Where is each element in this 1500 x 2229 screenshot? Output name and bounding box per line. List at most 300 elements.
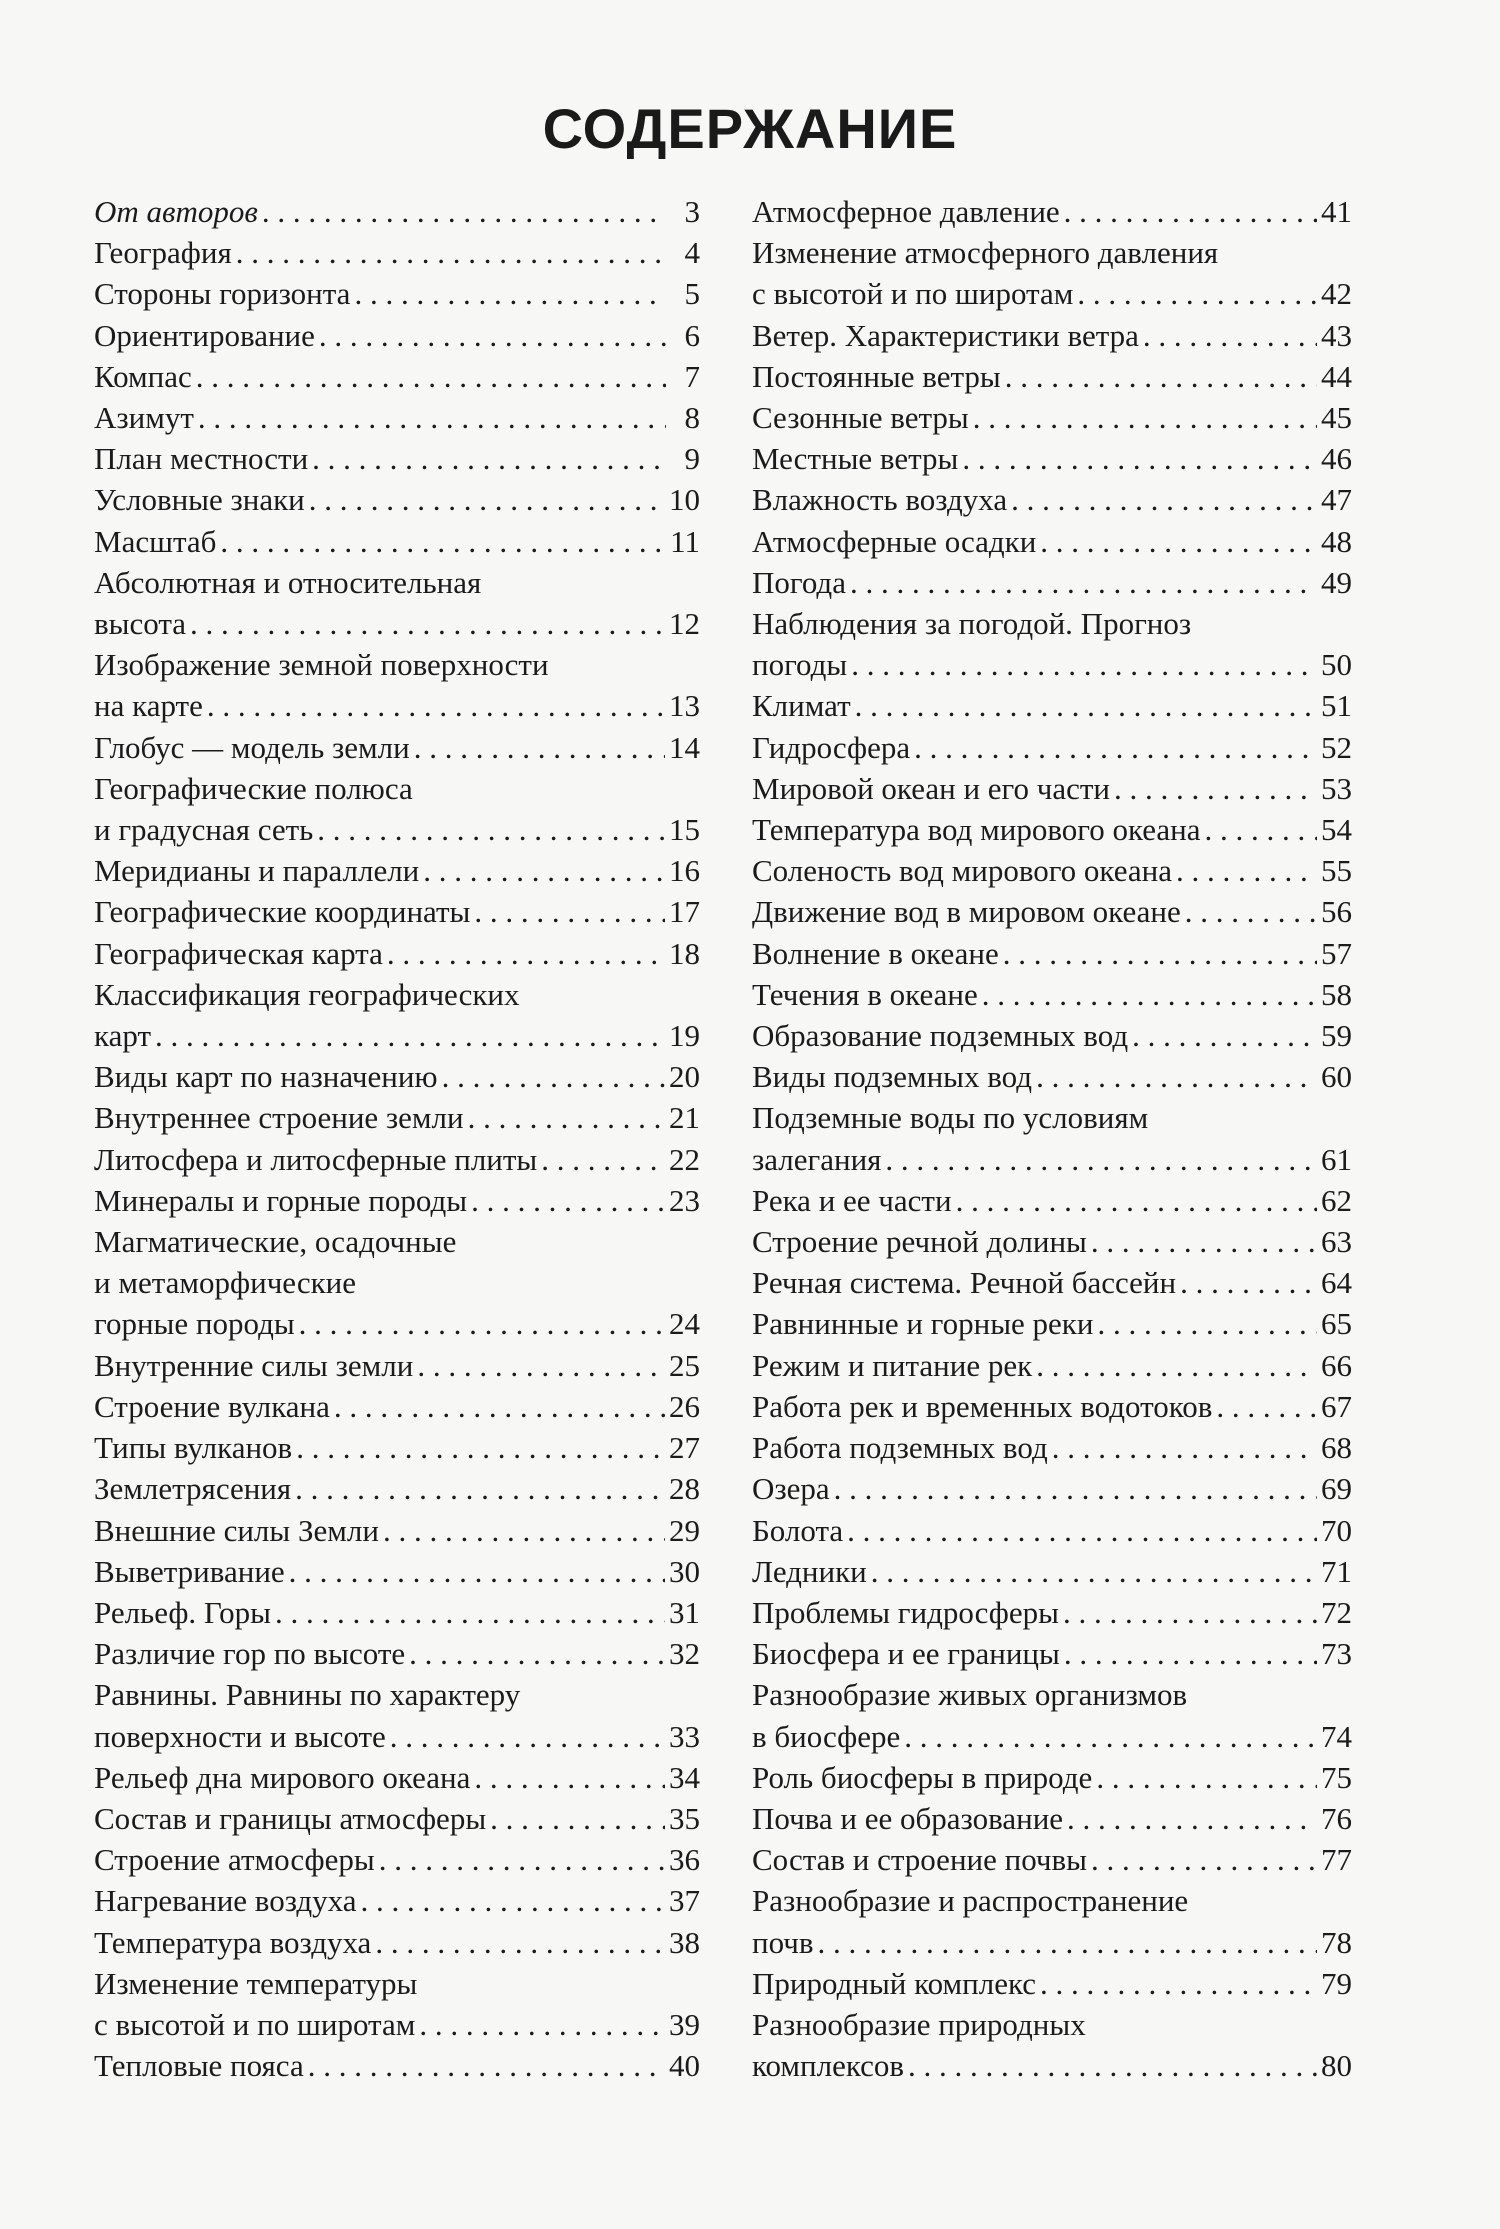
toc-entry-line bbox=[752, 1262, 1352, 1303]
toc-entry-line bbox=[94, 1839, 700, 1880]
toc-entry bbox=[752, 1551, 1352, 1592]
toc-entry-line bbox=[94, 1221, 700, 1262]
toc-entry bbox=[94, 727, 700, 768]
toc-entry-title: Условные знаки bbox=[94, 482, 305, 518]
toc-entry-title: Литосфера и литосферные плиты bbox=[94, 1141, 538, 1177]
toc-page-number: 74 bbox=[1321, 1718, 1352, 1754]
toc-entry bbox=[94, 644, 700, 726]
toc-entry bbox=[94, 438, 700, 479]
toc-entry-line bbox=[752, 809, 1352, 850]
dot-leader bbox=[220, 521, 666, 562]
toc-page-number: 28 bbox=[669, 1471, 700, 1507]
toc-entry bbox=[94, 315, 700, 356]
dot-leader bbox=[354, 273, 666, 314]
toc-entry bbox=[752, 1015, 1352, 1056]
toc-page-number: 41 bbox=[1321, 194, 1352, 229]
dot-leader bbox=[474, 1757, 665, 1798]
toc-entry-line bbox=[752, 1427, 1352, 1468]
toc-entry-line bbox=[94, 397, 700, 438]
toc-entry bbox=[752, 727, 1352, 768]
toc-entry-line bbox=[94, 1097, 700, 1138]
dot-leader bbox=[309, 479, 665, 520]
toc-page-number: 29 bbox=[669, 1512, 700, 1548]
toc-entry-title: с высотой и по широтам bbox=[94, 2006, 416, 2042]
toc-entry bbox=[94, 562, 700, 644]
toc-entry-title: Внутреннее строение земли bbox=[94, 1100, 464, 1136]
toc-entry bbox=[752, 1427, 1352, 1468]
toc-entry-title: Нагревание воздуха bbox=[94, 1883, 357, 1919]
toc-entry-title: Работа подземных вод bbox=[752, 1430, 1048, 1466]
dot-leader bbox=[834, 1468, 1317, 1509]
dot-leader bbox=[850, 562, 1317, 603]
toc-entry-line bbox=[752, 1716, 1352, 1757]
toc-entry-line bbox=[94, 1180, 700, 1221]
toc-entry bbox=[94, 1922, 700, 1963]
toc-entry bbox=[752, 1345, 1352, 1386]
toc-entry-line bbox=[752, 1510, 1352, 1551]
toc-entry-title: Масштаб bbox=[94, 523, 217, 559]
toc-entry-title: Изменение температуры bbox=[94, 1965, 418, 2001]
toc-entry-line bbox=[752, 562, 1352, 603]
toc-entry-title: Ориентирование bbox=[94, 317, 315, 353]
toc-entry-line bbox=[752, 191, 1352, 232]
dot-leader bbox=[1005, 356, 1317, 397]
toc-column-right bbox=[752, 191, 1352, 2086]
toc-page-number: 10 bbox=[669, 482, 700, 518]
dot-leader bbox=[1097, 1303, 1317, 1344]
toc-page-number: 45 bbox=[1321, 400, 1352, 436]
dot-leader bbox=[468, 1097, 665, 1138]
toc-entry-title: поверхности и высоте bbox=[94, 1718, 386, 1754]
toc-page-number: 19 bbox=[669, 1018, 700, 1054]
toc-page-number: 59 bbox=[1321, 1018, 1352, 1054]
toc-entry-line bbox=[94, 768, 700, 809]
toc-entry bbox=[752, 1510, 1352, 1551]
dot-leader bbox=[1036, 1345, 1317, 1386]
toc-entry-title: Географические координаты bbox=[94, 894, 471, 930]
toc-entry bbox=[752, 1386, 1352, 1427]
toc-entry-title: Строение вулкана bbox=[94, 1388, 330, 1424]
toc-entry bbox=[752, 438, 1352, 479]
toc-entry-line bbox=[94, 1056, 700, 1097]
toc-entry-line bbox=[94, 1551, 700, 1592]
toc-page-number: 16 bbox=[669, 853, 700, 889]
toc-entry bbox=[94, 1551, 700, 1592]
toc-page-number: 49 bbox=[1321, 564, 1352, 600]
toc-entry-line bbox=[94, 438, 700, 479]
toc-entry-line bbox=[752, 1551, 1352, 1592]
toc-entry-line bbox=[752, 438, 1352, 479]
toc-entry-line bbox=[752, 2004, 1352, 2045]
toc-entry-title: Режим и питание рек bbox=[752, 1347, 1033, 1383]
dot-leader bbox=[207, 685, 665, 726]
toc-entry bbox=[752, 232, 1352, 314]
dot-leader bbox=[1132, 1015, 1317, 1056]
toc-page-number: 12 bbox=[669, 606, 700, 642]
toc-entry bbox=[752, 850, 1352, 891]
toc-page-number: 20 bbox=[669, 1059, 700, 1095]
toc-entry-line bbox=[752, 1963, 1352, 2004]
toc-page-number: 56 bbox=[1321, 894, 1352, 930]
toc-entry-line bbox=[94, 1262, 700, 1303]
dot-leader bbox=[419, 2004, 665, 2045]
toc-entry-title: Стороны горизонта bbox=[94, 276, 351, 312]
toc-page-number: 25 bbox=[669, 1347, 700, 1383]
toc-entry-line bbox=[752, 603, 1352, 644]
toc-entry-line bbox=[94, 2004, 700, 2045]
toc-entry bbox=[752, 1180, 1352, 1221]
toc-entry-line bbox=[752, 273, 1352, 314]
toc-entry-title: Магматические, осадочные bbox=[94, 1224, 457, 1260]
toc-page-number: 77 bbox=[1321, 1842, 1352, 1878]
toc-entry-line bbox=[94, 1345, 700, 1386]
toc-entry-line bbox=[752, 685, 1352, 726]
toc-entry-title: Волнение в океане bbox=[752, 935, 999, 971]
toc-entry-line bbox=[94, 685, 700, 726]
dot-leader bbox=[390, 1716, 665, 1757]
toc-entry bbox=[752, 1757, 1352, 1798]
toc-entry-title: Течения в океане bbox=[752, 976, 978, 1012]
toc-entry-line bbox=[94, 1716, 700, 1757]
toc-entry-line bbox=[94, 232, 700, 273]
toc-page-number: 50 bbox=[1321, 647, 1352, 683]
toc-page-number: 14 bbox=[669, 729, 700, 765]
toc-entry-title: и градусная сеть bbox=[94, 812, 314, 848]
toc-page-number: 79 bbox=[1321, 1965, 1352, 2001]
toc-entry-title: Состав и строение почвы bbox=[752, 1842, 1087, 1878]
toc-page-number: 18 bbox=[669, 935, 700, 971]
toc-entry-line bbox=[94, 1303, 700, 1344]
toc-page-number: 46 bbox=[1321, 441, 1352, 477]
dot-leader bbox=[1114, 768, 1317, 809]
toc-entry-title: Разнообразие живых организмов bbox=[752, 1677, 1188, 1713]
dot-leader bbox=[308, 2045, 665, 2086]
toc-entry-title: погоды bbox=[752, 647, 848, 683]
toc-entry-line bbox=[94, 2045, 700, 2086]
dot-leader bbox=[275, 1592, 665, 1633]
toc-entry-title: Погода bbox=[752, 564, 846, 600]
toc-entry-line bbox=[94, 1674, 700, 1715]
toc-entry bbox=[94, 1757, 700, 1798]
toc-entry bbox=[94, 191, 700, 232]
toc-entry-line bbox=[94, 1922, 700, 1963]
toc-entry-line bbox=[752, 1139, 1352, 1180]
dot-leader bbox=[299, 1303, 665, 1344]
toc-column-left bbox=[94, 191, 700, 2086]
toc-entry-title: Ветер. Характеристики ветра bbox=[752, 317, 1139, 353]
toc-entry bbox=[94, 1963, 700, 2045]
toc-entry bbox=[94, 1386, 700, 1427]
toc-entry bbox=[94, 1880, 700, 1921]
toc-entry-title: Сезонные ветры bbox=[752, 400, 969, 436]
toc-entry bbox=[752, 1880, 1352, 1962]
toc-page-number: 40 bbox=[669, 2048, 700, 2084]
toc-entry bbox=[94, 397, 700, 438]
toc-entry-line bbox=[752, 521, 1352, 562]
toc-entry-title: в биосфере bbox=[752, 1718, 901, 1754]
toc-page-number: 42 bbox=[1321, 276, 1352, 312]
toc-entry bbox=[94, 1139, 700, 1180]
dot-leader bbox=[1185, 891, 1317, 932]
toc-entry-title: Землетрясения bbox=[94, 1471, 292, 1507]
toc-entry-line bbox=[94, 1386, 700, 1427]
toc-entry-line bbox=[94, 1757, 700, 1798]
toc-entry-line bbox=[94, 1510, 700, 1551]
toc-entry-line bbox=[752, 1798, 1352, 1839]
toc-entry-line bbox=[94, 315, 700, 356]
toc-entry-line bbox=[94, 603, 700, 644]
dot-leader bbox=[1063, 1592, 1317, 1633]
toc-entry-line bbox=[94, 974, 700, 1015]
toc-page-number: 80 bbox=[1321, 2048, 1352, 2084]
toc-entry-line bbox=[752, 1633, 1352, 1674]
toc-page-number: 53 bbox=[1321, 770, 1352, 806]
toc-entry-title: Ледники bbox=[752, 1553, 867, 1589]
toc-entry-title: Равнины. Равнины по характеру bbox=[94, 1677, 521, 1713]
toc-entry bbox=[752, 1963, 1352, 2004]
toc-page-number: 58 bbox=[1321, 976, 1352, 1012]
toc-page-number: 78 bbox=[1321, 1924, 1352, 1960]
toc-page-number: 61 bbox=[1321, 1141, 1352, 1177]
toc-entry-line bbox=[752, 768, 1352, 809]
toc-entry-line bbox=[94, 1880, 700, 1921]
toc-entry-line bbox=[94, 191, 700, 232]
dot-leader bbox=[423, 850, 665, 891]
toc-entry-title: Тепловые пояса bbox=[94, 2048, 304, 2084]
toc-page-number: 26 bbox=[669, 1388, 700, 1424]
toc-entry bbox=[94, 1674, 700, 1756]
toc-entry bbox=[94, 1592, 700, 1633]
toc-page-number: 33 bbox=[669, 1718, 700, 1754]
toc-page-number: 63 bbox=[1321, 1224, 1352, 1260]
toc-entry bbox=[94, 933, 700, 974]
toc-entry bbox=[94, 891, 700, 932]
toc-entry-title: Виды карт по назначению bbox=[94, 1059, 438, 1095]
dot-leader bbox=[1091, 1839, 1317, 1880]
dot-leader bbox=[317, 809, 665, 850]
dot-leader bbox=[1003, 933, 1317, 974]
toc-entry-line bbox=[94, 891, 700, 932]
toc-page-number: 23 bbox=[669, 1182, 700, 1218]
toc-entry bbox=[94, 1345, 700, 1386]
toc-entry-title: Постоянные ветры bbox=[752, 358, 1001, 394]
dot-leader bbox=[1180, 1262, 1317, 1303]
toc-entry bbox=[94, 974, 700, 1056]
dot-leader bbox=[334, 1386, 665, 1427]
dot-leader bbox=[1216, 1386, 1317, 1427]
toc-entry-line bbox=[94, 562, 700, 603]
dot-leader bbox=[1011, 479, 1317, 520]
toc-entry-title: Меридианы и параллели bbox=[94, 853, 420, 889]
toc-entry-title: Минералы и горные породы bbox=[94, 1182, 468, 1218]
toc-entry-line bbox=[752, 397, 1352, 438]
toc-page-number: 24 bbox=[669, 1306, 700, 1342]
toc-entry-title: Рельеф. Горы bbox=[94, 1594, 271, 1630]
toc-entry-title: Состав и границы атмосферы bbox=[94, 1800, 487, 1836]
toc-entry bbox=[752, 1221, 1352, 1262]
dot-leader bbox=[1091, 1221, 1317, 1262]
toc-entry-title: Влажность воздуха bbox=[752, 482, 1008, 518]
toc-entry-title: Почва и ее образование bbox=[752, 1800, 1064, 1836]
toc-entry-title: Соленость вод мирового океана bbox=[752, 853, 1172, 889]
toc-entry-title: Строение атмосферы bbox=[94, 1842, 375, 1878]
toc-entry-line bbox=[94, 809, 700, 850]
toc-entry-title: Гидросфера bbox=[752, 729, 911, 765]
dot-leader bbox=[855, 685, 1317, 726]
dot-leader bbox=[361, 1880, 665, 1921]
toc-entry-title: Внутренние силы земли bbox=[94, 1347, 414, 1383]
dot-leader bbox=[375, 1922, 665, 1963]
toc-entry bbox=[752, 933, 1352, 974]
dot-leader bbox=[190, 603, 665, 644]
toc-page-number: 38 bbox=[669, 1924, 700, 1960]
toc-entry bbox=[94, 1221, 700, 1345]
toc-entry-line bbox=[752, 850, 1352, 891]
toc-entry bbox=[752, 356, 1352, 397]
toc-entry-title: Температура вод мирового океана bbox=[752, 812, 1201, 848]
dot-leader bbox=[956, 1180, 1317, 1221]
toc-page-number: 9 bbox=[684, 441, 700, 477]
toc-entry-line bbox=[94, 933, 700, 974]
dot-leader bbox=[474, 891, 665, 932]
dot-leader bbox=[847, 1510, 1317, 1551]
toc-entry-title: Атмосферное давление bbox=[752, 194, 1060, 229]
toc-entry-line bbox=[94, 273, 700, 314]
toc-entry-title: залегания bbox=[752, 1141, 882, 1177]
toc-entry-title: Мировой океан и его части bbox=[752, 770, 1110, 806]
toc-page-number: 5 bbox=[684, 276, 700, 312]
toc-entry-title: комплексов bbox=[752, 2048, 905, 2084]
dot-leader bbox=[1176, 850, 1317, 891]
toc-entry-title: на карте bbox=[94, 688, 203, 724]
dot-leader bbox=[914, 727, 1317, 768]
toc-page-number: 8 bbox=[684, 400, 700, 436]
toc-entry bbox=[752, 1592, 1352, 1633]
toc-entry bbox=[94, 850, 700, 891]
toc-entry-line bbox=[752, 1303, 1352, 1344]
toc-entry bbox=[94, 521, 700, 562]
toc-entry-title: Глобус — модель земли bbox=[94, 729, 410, 765]
toc-page-number: 69 bbox=[1321, 1471, 1352, 1507]
dot-leader bbox=[414, 727, 665, 768]
toc-page-number: 54 bbox=[1321, 812, 1352, 848]
toc-entry-title: Подземные воды по условиям bbox=[752, 1100, 1149, 1136]
dot-leader bbox=[885, 1139, 1317, 1180]
dot-leader bbox=[236, 232, 666, 273]
dot-leader bbox=[818, 1922, 1317, 1963]
toc-entry-title: Работа рек и временных водотоков bbox=[752, 1388, 1213, 1424]
dot-leader bbox=[417, 1345, 665, 1386]
toc-entry-title: Выветривание bbox=[94, 1553, 285, 1589]
toc-entry bbox=[752, 1056, 1352, 1097]
dot-leader bbox=[296, 1427, 665, 1468]
toc-entry bbox=[94, 768, 700, 850]
dot-leader bbox=[1064, 1633, 1317, 1674]
toc-entry-line bbox=[752, 1056, 1352, 1097]
dot-leader bbox=[409, 1633, 665, 1674]
dot-leader bbox=[198, 397, 666, 438]
toc-page-number: 31 bbox=[669, 1594, 700, 1630]
toc-entry-line bbox=[752, 727, 1352, 768]
toc-entry bbox=[752, 1633, 1352, 1674]
toc-page-number: 67 bbox=[1321, 1388, 1352, 1424]
toc-entry bbox=[752, 315, 1352, 356]
toc-entry-title: Компас bbox=[94, 358, 192, 394]
toc-entry bbox=[752, 768, 1352, 809]
toc-entry-title: с высотой и по широтам bbox=[752, 276, 1074, 312]
toc-entry bbox=[752, 603, 1352, 685]
toc-entry-line bbox=[752, 1386, 1352, 1427]
toc-entry-title: высота bbox=[94, 606, 187, 642]
toc-entry bbox=[752, 1262, 1352, 1303]
toc-entry-line bbox=[94, 1468, 700, 1509]
dot-leader bbox=[904, 1716, 1317, 1757]
toc-entry-title: Изменение атмосферного давления bbox=[752, 235, 1219, 271]
toc-entry-line bbox=[752, 479, 1352, 520]
toc-page-number: 7 bbox=[684, 358, 700, 394]
toc-page-number: 64 bbox=[1321, 1265, 1352, 1301]
toc-page-number: 43 bbox=[1321, 317, 1352, 353]
toc-entry-title: Географическая карта bbox=[94, 935, 383, 971]
toc-entry bbox=[752, 1674, 1352, 1756]
toc-page-number: 27 bbox=[669, 1430, 700, 1466]
toc-entry bbox=[94, 232, 700, 273]
dot-leader bbox=[1064, 191, 1317, 232]
dot-leader bbox=[1205, 809, 1317, 850]
toc-entry-title: План местности bbox=[94, 441, 309, 477]
toc-entry-title: Атмосферные осадки bbox=[752, 523, 1037, 559]
toc-entry bbox=[752, 891, 1352, 932]
toc-entry-line bbox=[752, 1674, 1352, 1715]
toc-entry-line bbox=[94, 1139, 700, 1180]
dot-leader bbox=[1067, 1798, 1317, 1839]
toc-page-number: 70 bbox=[1321, 1512, 1352, 1548]
toc-page-number: 71 bbox=[1321, 1553, 1352, 1589]
dot-leader bbox=[1052, 1427, 1317, 1468]
toc-page-number: 72 bbox=[1321, 1594, 1352, 1630]
toc-entry bbox=[94, 1798, 700, 1839]
dot-leader bbox=[262, 191, 666, 232]
dot-leader bbox=[312, 438, 666, 479]
dot-leader bbox=[155, 1015, 665, 1056]
toc-entry bbox=[94, 273, 700, 314]
dot-leader bbox=[1143, 315, 1317, 356]
toc-entry-line bbox=[94, 644, 700, 685]
toc-page-number: 76 bbox=[1321, 1800, 1352, 1836]
toc-entry-title: Климат bbox=[752, 688, 851, 724]
toc-page-number: 13 bbox=[669, 688, 700, 724]
toc-entry-title: Классификация географических bbox=[94, 976, 520, 1012]
toc-entry bbox=[94, 1839, 700, 1880]
toc-entry-line bbox=[752, 933, 1352, 974]
toc-entry-title: Природный комплекс bbox=[752, 1965, 1036, 2001]
toc-entry bbox=[752, 521, 1352, 562]
toc-entry-line bbox=[94, 1427, 700, 1468]
toc-page-number: 44 bbox=[1321, 358, 1352, 394]
toc-page-number: 17 bbox=[669, 894, 700, 930]
toc-entry-title: Изображение земной поверхности bbox=[94, 647, 549, 683]
toc-entry bbox=[94, 356, 700, 397]
toc-page-number: 47 bbox=[1321, 482, 1352, 518]
dot-leader bbox=[379, 1839, 665, 1880]
toc-entry-line bbox=[94, 1798, 700, 1839]
toc-entry bbox=[94, 1180, 700, 1221]
toc-entry-line bbox=[752, 356, 1352, 397]
toc-entry bbox=[752, 397, 1352, 438]
toc-entry bbox=[752, 1303, 1352, 1344]
toc-entry-line bbox=[752, 644, 1352, 685]
toc-entry-title: Абсолютная и относительная bbox=[94, 564, 482, 600]
